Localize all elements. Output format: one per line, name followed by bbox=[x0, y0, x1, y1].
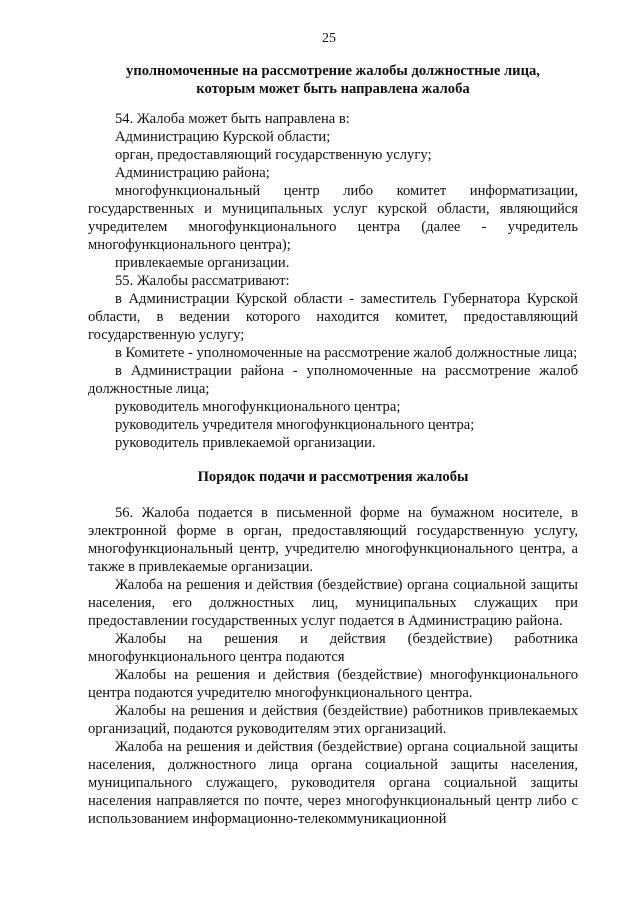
paragraph: в Комитете - уполномоченные на рассмотрение жалоб должностные лица; bbox=[115, 345, 578, 361]
heading-line: которым может быть направлена жалоба bbox=[196, 81, 470, 97]
section-procedure-body bbox=[88, 504, 578, 828]
paragraph: Жалоба на решения и действия (бездействие) органа социальной защиты населения, должностного лица органа социальной защиты населения, муниципального служащего, руководителя органа социальной защиты населения направляется по почте, через многофункциональный центр либо с использованием информационно-телекоммуникационной bbox=[88, 739, 578, 827]
paragraph: многофункциональный центр либо комитет информатизации, государственных и муниципальных услуг курской области, являющийся учредителем многофункционального центра (далее - учредитель многофункционального центра); bbox=[88, 183, 578, 253]
paragraph: Жалоба на решения и действия (бездействие) органа социальной защиты населения, его должностных лиц, муниципальных служащих при предоставлении государственных услуг подается в Администрацию района. bbox=[88, 577, 578, 629]
paragraph: 56. Жалоба подается в письменной форме на бумажном носителе, в электронной форме в орган, предоставляющий государственную услугу, многофункциональный центр, учредителю многофункционального центра, а также в привлекаемые организации. bbox=[88, 505, 578, 575]
document-page bbox=[88, 30, 578, 828]
section-officials-body bbox=[88, 110, 578, 452]
paragraph: руководитель многофункционального центра; bbox=[115, 399, 401, 415]
page-number: 25 bbox=[322, 31, 336, 46]
paragraph: Администрацию Курской области; bbox=[115, 129, 331, 145]
paragraph: руководитель привлекаемой организации. bbox=[115, 435, 376, 451]
paragraph: в Администрации района - уполномоченные на рассмотрение жалоб должностные лица; bbox=[88, 363, 578, 397]
paragraph: Жалобы на решения и действия (бездействие) работника многофункционального центра подаются bbox=[88, 631, 578, 665]
paragraph: привлекаемые организации. bbox=[115, 255, 290, 271]
paragraph: 54. Жалоба может быть направлена в: bbox=[115, 111, 350, 127]
section-heading-officials bbox=[88, 62, 578, 98]
paragraph: руководитель учредителя многофункционального центра; bbox=[115, 417, 475, 433]
paragraph: Жалобы на решения и действия (бездействие) работников привлекаемых организаций, подаются руководителям этих организаций. bbox=[88, 703, 578, 737]
heading-line: уполномоченные на рассмотрение жалобы должностные лица, bbox=[126, 63, 540, 79]
paragraph: Администрацию района; bbox=[115, 165, 270, 181]
paragraph: Жалобы на решения и действия (бездействие) многофункционального центра подаются учредителю многофункционального центра. bbox=[88, 667, 578, 701]
paragraph: 55. Жалобы рассматривают: bbox=[115, 273, 290, 289]
paragraph: орган, предоставляющий государственную услугу; bbox=[115, 147, 432, 163]
paragraph: в Администрации Курской области - заместитель Губернатора Курской области, в ведении которого находится комитет, предоставляющий государственную услугу; bbox=[88, 291, 578, 343]
section-heading-procedure: Порядок подачи и рассмотрения жалобы bbox=[197, 469, 469, 485]
